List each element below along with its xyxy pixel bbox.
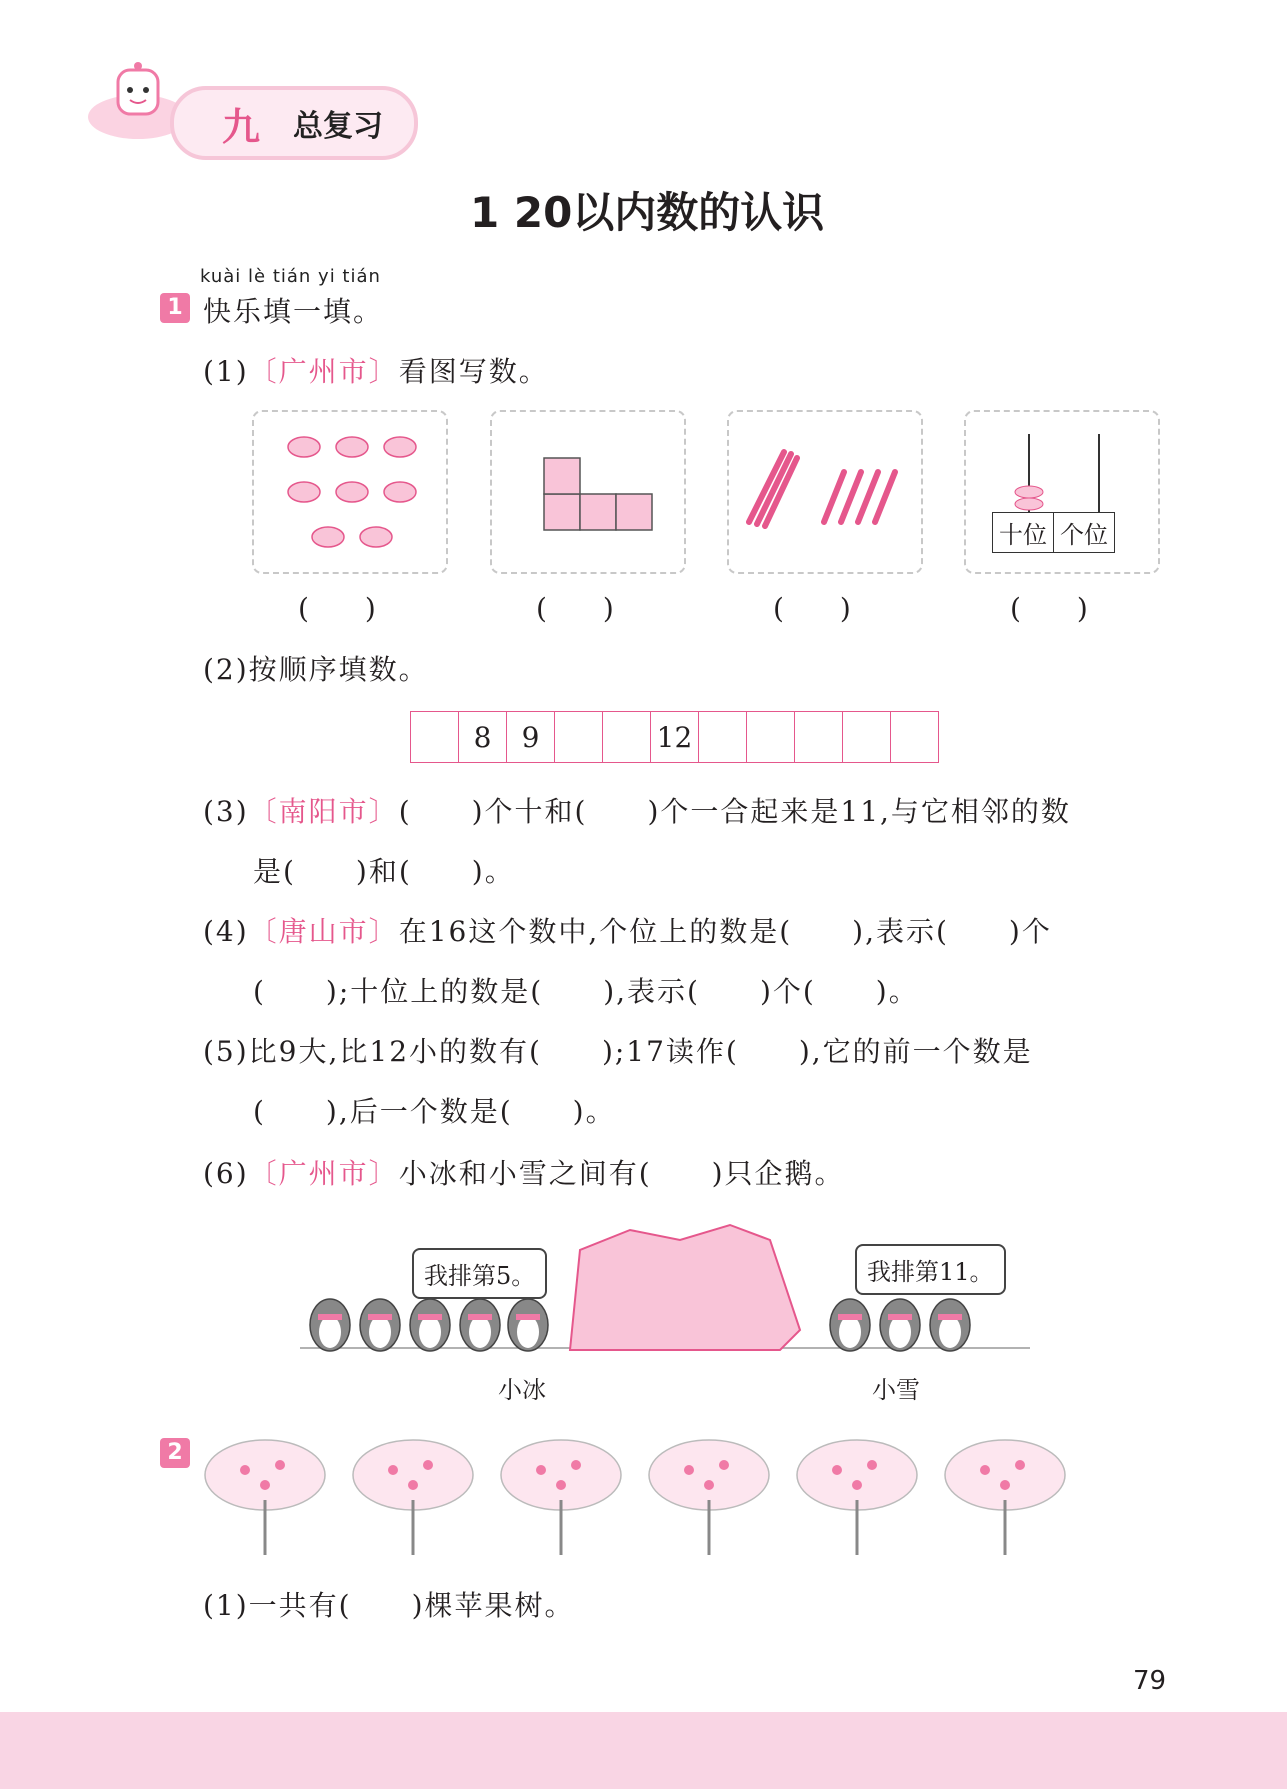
sequence-cell: 12 xyxy=(651,712,699,763)
sticks-box xyxy=(727,410,923,574)
sequence-cell[interactable] xyxy=(555,712,603,763)
sequence-cell[interactable] xyxy=(795,712,843,763)
question-badge-2: 2 xyxy=(160,1438,190,1468)
iceberg-icon xyxy=(570,1225,800,1350)
name-left: 小冰 xyxy=(498,1376,546,1404)
question-1-title: 快乐填一填。 xyxy=(203,295,384,328)
part-text: 按顺序填数。 xyxy=(248,653,429,686)
part-1-line xyxy=(203,350,549,390)
region-tag: 〔南阳市〕 xyxy=(248,795,399,828)
abacus-labels xyxy=(992,512,1115,553)
part-text: 在16这个数中,个位上的数是( ),表示( )个 xyxy=(398,915,1052,948)
cubes-icon xyxy=(492,412,684,572)
page-number: 79 xyxy=(1133,1666,1167,1696)
chapter-number: 九 xyxy=(222,104,261,149)
cubes-box xyxy=(490,410,686,574)
region-tag: 〔唐山市〕 xyxy=(248,915,399,948)
ones-label: 个位 xyxy=(1060,521,1108,549)
footer-band xyxy=(0,1712,1287,1789)
sequence-cell: 8 xyxy=(459,712,507,763)
part-text: 一共有( )棵苹果树。 xyxy=(248,1589,575,1622)
sequence-cell: 9 xyxy=(507,712,555,763)
sequence-cell[interactable] xyxy=(891,712,939,763)
sequence-table xyxy=(410,711,939,763)
region-tag: 〔广州市〕 xyxy=(248,355,399,388)
sequence-cell[interactable] xyxy=(699,712,747,763)
tens-label: 十位 xyxy=(993,513,1054,552)
part-text: 看图写数。 xyxy=(398,355,549,388)
answer-blank[interactable]: ( ) xyxy=(536,592,614,625)
sequence-cell[interactable] xyxy=(411,712,459,763)
part-text: ( )个十和( )个一合起来是11,与它相邻的数 xyxy=(398,795,1071,828)
part-4-line2: ( );十位上的数是( ),表示( )个( )。 xyxy=(253,975,919,1008)
chapter-title: 总复习 xyxy=(293,109,383,144)
part-text: 小冰和小雪之间有( )只企鹅。 xyxy=(398,1157,845,1190)
pinyin-line: kuài lè tián yi tián xyxy=(200,266,381,287)
part-2-line xyxy=(203,648,429,688)
part-number: (1) xyxy=(203,1589,249,1622)
apple-tree-icon xyxy=(205,1440,1065,1555)
part-number: (6) xyxy=(203,1157,249,1190)
part-number: (3) xyxy=(203,795,249,828)
part-number: (4) xyxy=(203,915,249,948)
part-number: (1) xyxy=(203,355,249,388)
candies-icon xyxy=(254,412,446,572)
part-5-line xyxy=(203,1030,1033,1070)
sequence-cell[interactable] xyxy=(603,712,651,763)
answer-blank[interactable]: ( ) xyxy=(1010,592,1088,625)
part-text: 比9大,比12小的数有( );17读作( ),它的前一个数是 xyxy=(248,1035,1033,1068)
abacus-box xyxy=(964,410,1160,574)
answer-blank[interactable]: ( ) xyxy=(773,592,851,625)
part-3-line2: 是( )和( )。 xyxy=(253,855,515,888)
region-tag: 〔广州市〕 xyxy=(248,1157,399,1190)
part-3-line xyxy=(203,790,1071,830)
sequence-cell[interactable] xyxy=(843,712,891,763)
lesson-title: 1 20以内数的认识 xyxy=(470,188,825,237)
question-badge-1: 1 xyxy=(160,293,190,323)
sequence-cell[interactable] xyxy=(747,712,795,763)
part-number: (5) xyxy=(203,1035,249,1068)
part-5-line2: ( ),后一个数是( )。 xyxy=(253,1095,616,1128)
sticks-icon xyxy=(729,412,921,572)
speech-bubble-left: 我排第5。 xyxy=(412,1248,547,1299)
speech-bubble-right: 我排第11。 xyxy=(855,1244,1006,1295)
apple-trees xyxy=(195,1430,1085,1560)
answer-blank[interactable]: ( ) xyxy=(298,592,376,625)
name-right: 小雪 xyxy=(872,1376,920,1404)
part-4-line xyxy=(203,910,1052,950)
q2-part-1-line xyxy=(203,1584,575,1624)
candies-box xyxy=(252,410,448,574)
part-6-line xyxy=(203,1152,845,1192)
part-number: (2) xyxy=(203,653,249,686)
